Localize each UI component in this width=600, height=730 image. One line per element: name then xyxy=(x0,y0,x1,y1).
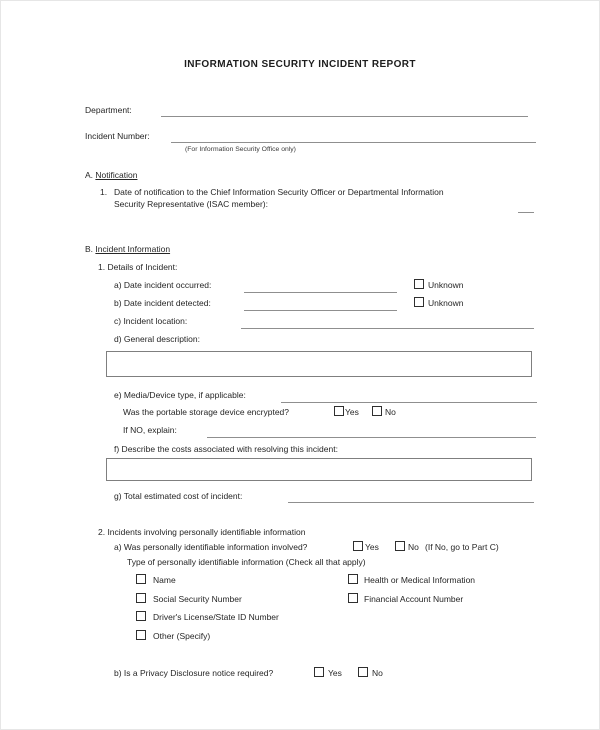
pii-ssn-checkbox[interactable] xyxy=(136,593,146,603)
pii-involved-yes-checkbox[interactable] xyxy=(353,541,363,551)
date-occurred-unknown-label: Unknown xyxy=(428,280,464,290)
incident-number-label: Incident Number: xyxy=(85,131,150,141)
pii-license-label: Driver's License/State ID Number xyxy=(153,612,279,622)
pii-health-label: Health or Medical Information xyxy=(364,575,476,585)
pii-involved-no-label: No xyxy=(408,542,419,552)
if-no-explain-label: If NO, explain: xyxy=(123,425,177,435)
department-label: Department: xyxy=(85,105,132,115)
total-cost-field[interactable] xyxy=(288,502,534,503)
privacy-disclosure-no-label: No xyxy=(372,668,383,678)
encrypted-no-label: No xyxy=(385,407,396,417)
date-detected-unknown-checkbox[interactable] xyxy=(414,297,424,307)
section-a-heading xyxy=(85,170,137,181)
pii-involved-yes-label: Yes xyxy=(365,542,379,552)
pii-involved-note: (If No, go to Part C) xyxy=(425,542,499,552)
pii-ssn-label: Social Security Number xyxy=(153,594,242,604)
media-device-field[interactable] xyxy=(281,402,537,403)
pii-license-checkbox[interactable] xyxy=(136,611,146,621)
pii-financial-checkbox[interactable] xyxy=(348,593,358,603)
pii-name-label: Name xyxy=(153,575,176,585)
if-no-explain-field[interactable] xyxy=(207,437,536,438)
notification-item-line2: Security Representative (ISAC member): xyxy=(114,199,268,209)
encrypted-no-checkbox[interactable] xyxy=(372,406,382,416)
date-detected-label: b) Date incident detected: xyxy=(114,298,211,308)
costs-label: f) Describe the costs associated with resolving this incident: xyxy=(114,444,338,454)
pii-involved-question: a) Was personally identifiable information involved? xyxy=(114,542,308,552)
notification-date-field[interactable] xyxy=(518,212,534,213)
section-a-item-number: 1. xyxy=(100,187,108,197)
pii-heading: 2. Incidents involving personally identifiable information xyxy=(98,527,306,537)
section-b-title: Incident Information xyxy=(95,244,171,254)
privacy-disclosure-question: b) Is a Privacy Disclosure notice required? xyxy=(114,668,274,678)
encrypted-question: Was the portable storage device encrypted? xyxy=(123,407,290,417)
privacy-disclosure-no-checkbox[interactable] xyxy=(358,667,368,677)
costs-textarea[interactable] xyxy=(106,458,532,481)
date-detected-field[interactable] xyxy=(244,310,397,311)
incident-location-field[interactable] xyxy=(241,328,534,329)
date-occurred-label: a) Date incident occurred: xyxy=(114,280,212,290)
date-occurred-unknown-checkbox[interactable] xyxy=(414,279,424,289)
incident-location-label: c) Incident location: xyxy=(114,316,188,326)
encrypted-yes-label: Yes xyxy=(345,407,359,417)
media-device-label: e) Media/Device type, if applicable: xyxy=(114,390,246,400)
general-description-label: d) General description: xyxy=(114,334,200,344)
pii-financial-label: Financial Account Number xyxy=(364,594,464,604)
section-b-heading xyxy=(85,244,170,255)
form-title: INFORMATION SECURITY INCIDENT REPORT xyxy=(184,59,416,70)
section-a-title: Notification xyxy=(95,170,138,180)
total-cost-label: g) Total estimated cost of incident: xyxy=(114,491,243,501)
notification-item-line1: Date of notification to the Chief Information Security Officer or Departmental Information xyxy=(114,187,444,197)
pii-involved-no-checkbox[interactable] xyxy=(395,541,405,551)
date-detected-unknown-label: Unknown xyxy=(428,298,464,308)
incident-number-field[interactable] xyxy=(171,142,536,143)
pii-other-label: Other (Specify) xyxy=(153,631,211,641)
section-b-letter: B. xyxy=(85,244,94,254)
incident-number-hint: (For Information Security Office only) xyxy=(185,146,296,153)
date-occurred-field[interactable] xyxy=(244,292,397,293)
pii-other-checkbox[interactable] xyxy=(136,630,146,640)
section-a-letter: A. xyxy=(85,170,94,180)
pii-name-checkbox[interactable] xyxy=(136,574,146,584)
general-description-textarea[interactable] xyxy=(106,351,532,377)
department-field[interactable] xyxy=(161,116,528,117)
privacy-disclosure-yes-label: Yes xyxy=(328,668,342,678)
pii-type-heading: Type of personally identifiable information (Check all that apply) xyxy=(127,557,366,567)
details-heading: 1. Details of Incident: xyxy=(98,262,178,272)
pii-health-checkbox[interactable] xyxy=(348,574,358,584)
privacy-disclosure-yes-checkbox[interactable] xyxy=(314,667,324,677)
encrypted-yes-checkbox[interactable] xyxy=(334,406,344,416)
